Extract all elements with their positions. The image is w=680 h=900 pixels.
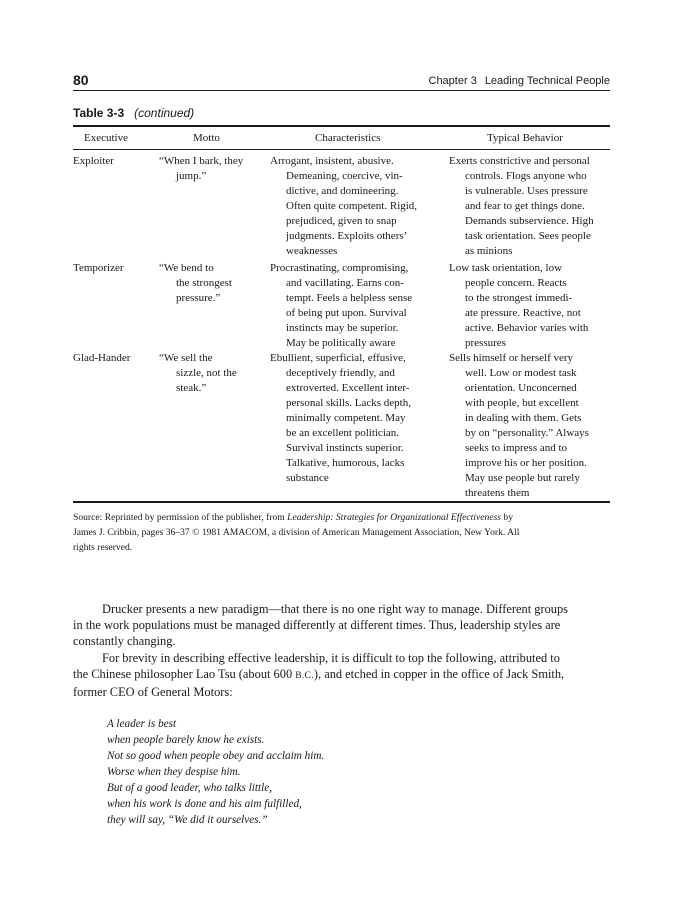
cell-line: threatens them xyxy=(465,487,530,499)
running-head-title xyxy=(429,74,611,88)
cell-line: well. Low or modest task xyxy=(465,367,577,379)
paragraph-drucker xyxy=(73,601,610,649)
poem-line: But of a good leader, who talks little, xyxy=(107,782,273,794)
source-suffix: by xyxy=(501,512,513,523)
cell-line: is vulnerable. Uses pressure xyxy=(465,185,588,197)
poem-quote xyxy=(107,716,324,828)
table-bottom-rule xyxy=(73,501,610,503)
cell-behavior xyxy=(449,154,594,259)
paragraph-line: For brevity in describing effective leadership, it is difficult to top the following, attributed to xyxy=(102,651,560,665)
cell-line: extroverted. Excellent inter- xyxy=(286,382,410,394)
poem-line: when people barely know he exists. xyxy=(107,734,265,746)
cell-line: May be politically aware xyxy=(286,337,396,349)
table-continued-note: (continued) xyxy=(134,106,195,120)
cell-line: Temporizer xyxy=(73,262,124,274)
cell-line: deceptively friendly, and xyxy=(286,367,395,379)
cell-behavior xyxy=(449,261,588,351)
cell-line: “When I bark, they xyxy=(159,155,244,167)
cell-line: as minions xyxy=(465,245,513,257)
source-line: rights reserved. xyxy=(73,542,133,553)
cell-line: task orientation. Sees people xyxy=(465,230,591,242)
cell-line: seeks to impress and to xyxy=(465,442,568,454)
cell-line: people concern. Reacts xyxy=(465,277,567,289)
cell-characteristics xyxy=(270,154,417,259)
cell-characteristics xyxy=(270,261,412,351)
era-abbreviation: B.C. xyxy=(295,671,314,681)
paragraph-line: former CEO of General Motors: xyxy=(73,685,233,699)
column-header-typical-behavior: Typical Behavior xyxy=(487,132,563,144)
cell-line: instincts may be superior. xyxy=(286,322,399,334)
column-header-motto: Motto xyxy=(193,132,220,144)
cell-line: weaknesses xyxy=(286,245,338,257)
cell-line: May use people but rarely xyxy=(465,472,580,484)
page-number: 80 xyxy=(73,72,89,88)
cell-line: judgments. Exploits others’ xyxy=(286,230,408,242)
paragraph-lao-tsu xyxy=(73,650,610,700)
paragraph-line xyxy=(73,666,610,684)
cell-line: to the strongest immedi- xyxy=(465,292,573,304)
cell-line: “We bend to xyxy=(159,262,214,274)
cell-motto xyxy=(159,261,232,306)
cell-line: active. Behavior varies with xyxy=(465,322,589,334)
cell-line: pressure.” xyxy=(176,292,221,304)
cell-line: prejudiced, given to snap xyxy=(286,215,397,227)
poem-line: they will say, “We did it ourselves.” xyxy=(107,814,268,826)
cell-line: Demeaning, coercive, vin- xyxy=(286,170,403,182)
cell-line: Survival instincts superior. xyxy=(286,442,404,454)
cell-executive xyxy=(73,351,130,366)
cell-line: Exerts constrictive and personal xyxy=(449,155,590,167)
cell-line: minimally competent. May xyxy=(286,412,406,424)
cell-line: dictive, and domineering. xyxy=(286,185,399,197)
cell-line: with people, but excellent xyxy=(465,397,579,409)
paragraph-line: Drucker presents a new paradigm—that there is no one right way to manage. Different groups xyxy=(102,602,568,616)
source-line xyxy=(73,510,610,525)
cell-line: ate pressure. Reactive, not xyxy=(465,307,581,319)
cell-line: and vacillating. Earns con- xyxy=(286,277,404,289)
poem-line: Worse when they despise him. xyxy=(107,766,241,778)
cell-line: Talkative, humorous, lacks xyxy=(286,457,405,469)
table-source-note xyxy=(73,510,610,555)
cell-line: Demands subservience. High xyxy=(465,215,594,227)
cell-line: Exploiter xyxy=(73,155,114,167)
source-book-title: Leadership: Strategies for Organizational Effectiveness xyxy=(287,512,501,523)
cell-line: controls. Flogs anyone who xyxy=(465,170,587,182)
cell-line: Glad-Hander xyxy=(73,352,131,364)
cell-behavior xyxy=(449,351,589,501)
cell-line: personal skills. Lacks depth, xyxy=(286,397,411,409)
poem-line: Not so good when people obey and acclaim him. xyxy=(107,750,325,762)
source-line: James J. Cribbin, pages 36–37 © 1981 AMACOM, a division of American Management Association, New York. All xyxy=(73,527,520,538)
cell-line: “We sell the xyxy=(159,352,213,364)
running-header xyxy=(73,72,610,91)
cell-line: tempt. Feels a helpless sense xyxy=(286,292,413,304)
cell-motto xyxy=(159,351,237,396)
cell-line: jump.” xyxy=(176,170,207,182)
cell-line: improve his or her position. xyxy=(465,457,587,469)
cell-line: Often quite competent. Rigid, xyxy=(286,200,418,212)
cell-line: of being put upon. Survival xyxy=(286,307,407,319)
cell-line: and fear to get things done. xyxy=(465,200,585,212)
cell-motto xyxy=(159,154,243,184)
chapter-label: Chapter 3 xyxy=(428,75,477,87)
line-suffix: ), and etched in copper in the office of Jack Smith, xyxy=(313,667,565,681)
table-caption xyxy=(73,106,194,120)
cell-line: steak.” xyxy=(176,382,207,394)
poem-line: when his work is done and his aim fulfilled, xyxy=(107,798,302,810)
line-prefix: the Chinese philosopher Lao Tsu (about 600 xyxy=(73,667,296,681)
column-header-executive: Executive xyxy=(84,132,128,144)
cell-executive xyxy=(73,261,124,276)
cell-line: Arrogant, insistent, abusive. xyxy=(270,155,394,167)
table-top-rule xyxy=(73,125,610,127)
table-number: Table 3-3 xyxy=(73,106,125,120)
cell-line: Ebullient, superficial, effusive, xyxy=(270,352,406,364)
table-header-rule xyxy=(73,149,610,150)
cell-line: pressures xyxy=(465,337,506,349)
cell-line: sizzle, not the xyxy=(176,367,237,379)
chapter-title: Leading Technical People xyxy=(484,75,610,87)
poem-line: A leader is best xyxy=(107,718,177,730)
cell-line: be an excellent politician. xyxy=(286,427,400,439)
paragraph-line: constantly changing. xyxy=(73,634,176,648)
cell-line: Sells himself or herself very xyxy=(449,352,574,364)
cell-line: Procrastinating, compromising, xyxy=(270,262,409,274)
paragraph-line: in the work populations must be managed differently at different times. Thus, leadership styles are xyxy=(73,618,561,632)
cell-line: orientation. Unconcerned xyxy=(465,382,577,394)
cell-line: the strongest xyxy=(176,277,232,289)
column-header-characteristics: Characteristics xyxy=(315,132,381,144)
cell-line: by on “personality.” Always xyxy=(465,427,589,439)
source-prefix: Source: Reprinted by permission of the publisher, from xyxy=(73,512,288,523)
cell-line: Low task orientation, low xyxy=(449,262,563,274)
cell-line: in dealing with them. Gets xyxy=(465,412,582,424)
cell-executive xyxy=(73,154,114,169)
cell-line: substance xyxy=(286,472,329,484)
cell-characteristics xyxy=(270,351,411,486)
